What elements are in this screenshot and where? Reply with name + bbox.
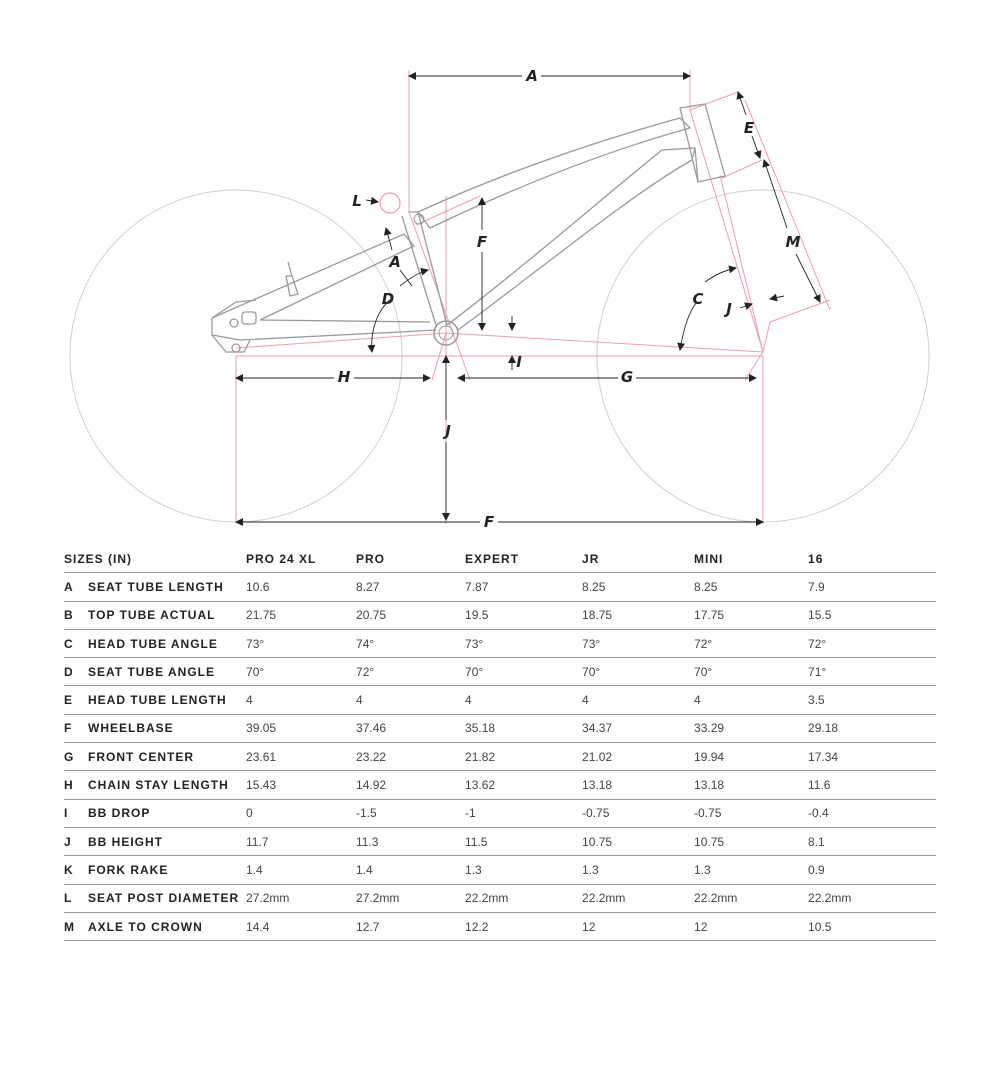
measurement-value: 1.4 <box>356 856 465 884</box>
measurement-value: 23.61 <box>246 743 356 771</box>
row-letter: K <box>64 856 88 884</box>
row-letter: C <box>64 629 88 657</box>
dim-label-i: I <box>516 353 522 371</box>
measurement-value: 27.2mm <box>246 884 356 912</box>
measurement-name: SEAT TUBE LENGTH <box>88 573 246 601</box>
dim-label-a-lower: A <box>389 253 401 271</box>
measurement-value: -0.4 <box>808 799 936 827</box>
table-row <box>64 629 936 657</box>
sizes-header: SIZES (IN) <box>64 545 246 573</box>
table-row <box>64 856 936 884</box>
table-header-row <box>64 545 936 573</box>
measurement-value: 1.3 <box>465 856 582 884</box>
measurement-value: 73° <box>246 629 356 657</box>
row-letter: F <box>64 714 88 742</box>
measurement-value: 37.46 <box>356 714 465 742</box>
measurement-value: 12 <box>582 912 694 940</box>
measurement-value: 14.92 <box>356 771 465 799</box>
dim-label-j-height: J <box>445 422 451 440</box>
measurement-value: 23.22 <box>356 743 465 771</box>
row-letter: L <box>64 884 88 912</box>
measurement-value: 21.82 <box>465 743 582 771</box>
measurement-value: 70° <box>582 658 694 686</box>
measurement-value: 18.75 <box>582 601 694 629</box>
measurement-value: 7.87 <box>465 573 582 601</box>
table-row <box>64 573 936 601</box>
measurement-value: 33.29 <box>694 714 808 742</box>
measurement-value: 4 <box>582 686 694 714</box>
table-row <box>64 884 936 912</box>
measurement-value: 14.4 <box>246 912 356 940</box>
dim-label-a-top: A <box>526 67 538 85</box>
measurement-name: BB HEIGHT <box>88 827 246 855</box>
measurement-value: 70° <box>246 658 356 686</box>
dim-label-g: G <box>620 368 634 386</box>
measurement-value: 34.37 <box>582 714 694 742</box>
measurement-value: 70° <box>465 658 582 686</box>
measurement-value: 72° <box>694 629 808 657</box>
measurement-value: 71° <box>808 658 936 686</box>
measurement-value: -1 <box>465 799 582 827</box>
row-letter: I <box>64 799 88 827</box>
measurement-value: 39.05 <box>246 714 356 742</box>
row-letter: D <box>64 658 88 686</box>
measurement-value: 4 <box>465 686 582 714</box>
measurement-value: 4 <box>356 686 465 714</box>
measurement-value: 8.25 <box>582 573 694 601</box>
measurement-value: 22.2mm <box>465 884 582 912</box>
bike-frame <box>212 104 725 352</box>
bike-geometry-diagram <box>0 0 1000 540</box>
measurement-value: 10.75 <box>694 827 808 855</box>
table-row <box>64 743 936 771</box>
measurement-value: 13.18 <box>582 771 694 799</box>
table-row <box>64 827 936 855</box>
measurement-value: 22.2mm <box>808 884 936 912</box>
measurement-value: 1.3 <box>582 856 694 884</box>
measurement-value: 10.75 <box>582 827 694 855</box>
dim-label-j-rake: J <box>726 300 732 318</box>
row-letter: H <box>64 771 88 799</box>
dim-label-l: L <box>352 192 362 210</box>
measurement-value: 72° <box>356 658 465 686</box>
geometry-spec-table <box>64 545 936 941</box>
row-letter: G <box>64 743 88 771</box>
measurement-value: 8.27 <box>356 573 465 601</box>
row-letter: J <box>64 827 88 855</box>
measurement-value: 11.7 <box>246 827 356 855</box>
table-row <box>64 714 936 742</box>
dim-label-f-wheelbase: F <box>483 513 495 531</box>
measurement-value: 0.9 <box>808 856 936 884</box>
guide-lines <box>236 70 830 524</box>
measurement-value: 15.43 <box>246 771 356 799</box>
measurement-value: 11.3 <box>356 827 465 855</box>
dim-label-c: C <box>692 290 704 308</box>
measurement-value: -0.75 <box>694 799 808 827</box>
table-row <box>64 799 936 827</box>
measurement-value: 0 <box>246 799 356 827</box>
dimension-lines <box>236 76 820 522</box>
measurement-value: 17.34 <box>808 743 936 771</box>
measurement-name: SEAT TUBE ANGLE <box>88 658 246 686</box>
measurement-name: FRONT CENTER <box>88 743 246 771</box>
size-col-header: EXPERT <box>465 545 582 573</box>
size-col-header: PRO 24 XL <box>246 545 356 573</box>
measurement-value: 22.2mm <box>582 884 694 912</box>
measurement-value: 13.18 <box>694 771 808 799</box>
measurement-name: AXLE TO CROWN <box>88 912 246 940</box>
measurement-value: 29.18 <box>808 714 936 742</box>
row-letter: A <box>64 573 88 601</box>
dim-label-h: H <box>337 368 351 386</box>
dim-label-m: M <box>785 233 801 251</box>
measurement-value: 13.62 <box>465 771 582 799</box>
row-letter: E <box>64 686 88 714</box>
measurement-value: 10.6 <box>246 573 356 601</box>
measurement-value: 3.5 <box>808 686 936 714</box>
size-col-header: 16 <box>808 545 936 573</box>
measurement-value: -0.75 <box>582 799 694 827</box>
size-col-header: MINI <box>694 545 808 573</box>
table-row <box>64 658 936 686</box>
measurement-value: 11.5 <box>465 827 582 855</box>
measurement-value: 35.18 <box>465 714 582 742</box>
table-row <box>64 601 936 629</box>
table-row <box>64 686 936 714</box>
measurement-name: FORK RAKE <box>88 856 246 884</box>
table-row <box>64 771 936 799</box>
row-letter: M <box>64 912 88 940</box>
measurement-name: SEAT POST DIAMETER <box>88 884 246 912</box>
measurement-value: 73° <box>465 629 582 657</box>
measurement-value: 1.3 <box>694 856 808 884</box>
table-row <box>64 912 936 940</box>
measurement-name: HEAD TUBE LENGTH <box>88 686 246 714</box>
measurement-value: 12.2 <box>465 912 582 940</box>
measurement-name: WHEELBASE <box>88 714 246 742</box>
measurement-value: 70° <box>694 658 808 686</box>
measurement-value: 19.5 <box>465 601 582 629</box>
measurement-value: 7.9 <box>808 573 936 601</box>
measurement-value: 10.5 <box>808 912 936 940</box>
measurement-name: CHAIN STAY LENGTH <box>88 771 246 799</box>
seat-post-diameter-marker <box>380 193 400 213</box>
size-col-header: PRO <box>356 545 465 573</box>
measurement-value: 72° <box>808 629 936 657</box>
measurement-value: 17.75 <box>694 601 808 629</box>
measurement-value: 19.94 <box>694 743 808 771</box>
measurement-value: 21.75 <box>246 601 356 629</box>
measurement-value: 21.02 <box>582 743 694 771</box>
measurement-value: 15.5 <box>808 601 936 629</box>
measurement-value: 12 <box>694 912 808 940</box>
measurement-name: TOP TUBE ACTUAL <box>88 601 246 629</box>
measurement-value: 1.4 <box>246 856 356 884</box>
measurement-value: 8.1 <box>808 827 936 855</box>
row-letter: B <box>64 601 88 629</box>
measurement-value: 73° <box>582 629 694 657</box>
measurement-value: 4 <box>246 686 356 714</box>
measurement-value: 11.6 <box>808 771 936 799</box>
measurement-value: 22.2mm <box>694 884 808 912</box>
dim-label-e: E <box>743 119 755 137</box>
measurement-value: 12.7 <box>356 912 465 940</box>
measurement-value: 20.75 <box>356 601 465 629</box>
measurement-value: 74° <box>356 629 465 657</box>
dim-label-f-height: F <box>476 233 488 251</box>
measurement-value: 4 <box>694 686 808 714</box>
measurement-name: HEAD TUBE ANGLE <box>88 629 246 657</box>
measurement-name: BB DROP <box>88 799 246 827</box>
size-col-header: JR <box>582 545 694 573</box>
measurement-value: 8.25 <box>694 573 808 601</box>
measurement-value: 27.2mm <box>356 884 465 912</box>
dim-label-d: D <box>381 290 395 308</box>
measurement-value: -1.5 <box>356 799 465 827</box>
